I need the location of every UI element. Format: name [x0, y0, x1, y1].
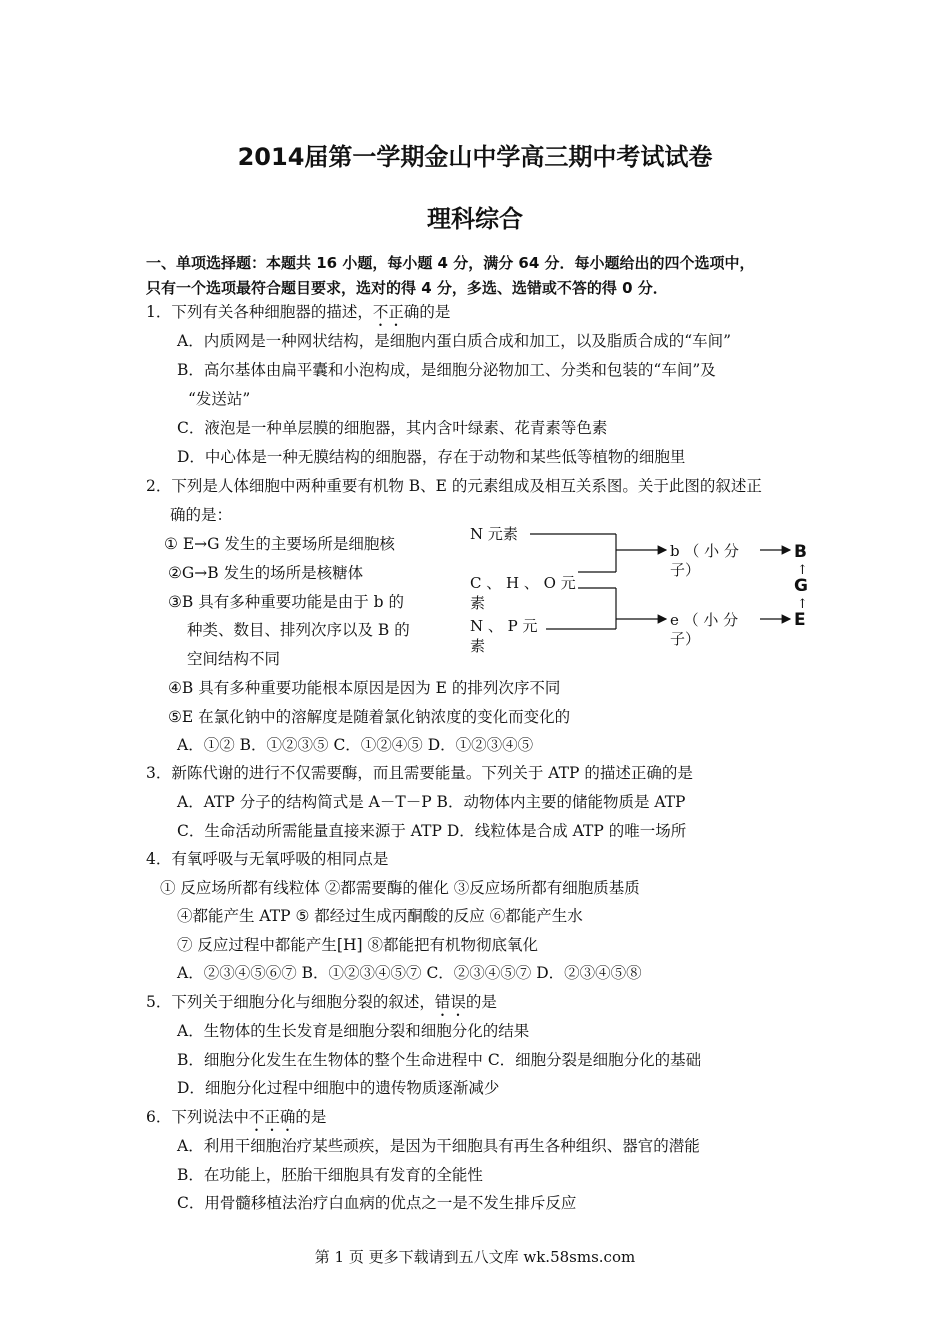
- label-b-small-molecule: b （ 小 分: [670, 542, 739, 560]
- q5-option-d: D．细胞分化过程中细胞中的遗传物质逐渐减少: [177, 1079, 500, 1097]
- q6-option-c: C．用骨髓移植法治疗白血病的优点之一是不发生排斥反应: [177, 1194, 577, 1212]
- label-cho-element-cont: 素: [470, 594, 486, 612]
- q2-diagram: [460, 516, 820, 666]
- q2-statement-2: ②G→B 发生的场所是核糖体: [168, 564, 364, 582]
- label-np-element: N 、 P 元: [470, 617, 538, 635]
- q5-stem: 5．下列关于细胞分化与细胞分裂的叙述，错误的是: [146, 993, 497, 1011]
- q5-options-bc: B．细胞分化发生在生物体的整个生命进程中 C．细胞分裂是细胞分化的基础: [177, 1051, 702, 1069]
- q5-option-a: A．生物体的生长发育是细胞分裂和细胞分化的结果: [177, 1022, 530, 1040]
- q1-option-b-cont: “发送站”: [188, 390, 251, 408]
- q1-stem: 1．下列有关各种细胞器的描述，不正确的是: [146, 303, 451, 321]
- emphasis-text: 不正: [372, 303, 404, 321]
- label-e-small-molecule: e （ 小 分: [670, 611, 739, 629]
- q2-statement-5: ⑤E 在氯化钠中的溶解度是随着氯化钠浓度的变化而变化的: [168, 708, 571, 726]
- q2-statement-1: ① E→G 发生的主要场所是细胞核: [164, 535, 395, 553]
- q4-options: A．②③④⑤⑥⑦ B．①②③④⑤⑦ C．②③④⑤⑦ D．②③④⑤⑧: [177, 964, 642, 982]
- q6-option-a: A．利用干细胞治疗某些顽疾，是因为干细胞具有再生各种组织、器官的潜能: [177, 1137, 700, 1155]
- q4-items-2: ④都能产生 ATP ⑤ 都经过生成丙酮酸的反应 ⑥都能产生水: [177, 907, 583, 925]
- label-np-element-cont: 素: [470, 637, 486, 655]
- label-b-small-molecule-cont: 子）: [670, 561, 701, 579]
- label-big-b: B: [794, 542, 807, 562]
- q2-stem: 2．下列是人体细胞中两种重要有机物 B、E 的元素组成及相互关系图。关于此图的叙述正: [146, 477, 762, 495]
- up-arrow-icon: ↑: [797, 597, 808, 612]
- q4-stem: 4．有氧呼吸与无氧呼吸的相同点是: [146, 850, 389, 868]
- label-big-g: G: [794, 576, 808, 596]
- q1-option-c: C．液泡是一种单层膜的细胞器，其内含叶绿素、花青素等色素: [177, 419, 608, 437]
- exam-title: 2014届第一学期金山中学高三期中考试试卷: [237, 143, 713, 171]
- emphasis-text: 不正确: [248, 1108, 296, 1126]
- q4-items-1: ① 反应场所都有线粒体 ②都需要酶的催化 ③反应场所都有细胞质基质: [160, 879, 640, 897]
- exam-subtitle: 理科综合: [427, 205, 523, 233]
- q1-option-d: D．中心体是一种无膜结构的细胞器，存在于动物和某些低等植物的细胞里: [177, 448, 686, 466]
- section-instruction-1: 一、单项选择题：本题共 16 小题，每小题 4 分，满分 64 分．每小题给出的四个选项中，: [146, 254, 755, 272]
- q2-statement-3c: 空间结构不同: [187, 650, 281, 668]
- q4-items-3: ⑦ 反应过程中都能产生[H] ⑧都能把有机物彻底氧化: [177, 936, 538, 954]
- q3-options-ab: A．ATP 分子的结构简式是 A－T－P B．动物体内主要的储能物质是 ATP: [177, 793, 686, 811]
- label-big-e: E: [794, 610, 806, 630]
- q3-stem: 3．新陈代谢的进行不仅需要酶，而且需要能量。下列关于 ATP 的描述正确的是: [146, 764, 693, 782]
- up-arrow-icon: ↑: [797, 563, 808, 578]
- q3-options-cd: C．生命活动所需能量直接来源于 ATP D．线粒体是合成 ATP 的唯一场所: [177, 822, 687, 840]
- q2-statement-4: ④B 具有多种重要功能根本原因是因为 E 的排列次序不同: [168, 679, 561, 697]
- q1-option-a: A．内质网是一种网状结构，是细胞内蛋白质合成和加工，以及脂质合成的“车间”: [177, 332, 732, 350]
- label-e-small-molecule-cont: 子）: [670, 630, 701, 648]
- q6-option-b: B．在功能上，胚胎干细胞具有发育的全能性: [177, 1166, 483, 1184]
- section-instruction-2: 只有一个选项最符合题目要求，选对的得 4 分，多选、选错或不答的得 0 分．: [146, 279, 668, 297]
- q2-statement-3a: ③B 具有多种重要功能是由于 b 的: [168, 593, 404, 611]
- label-cho-element: C 、 H 、 O 元: [470, 574, 576, 592]
- q2-statement-3b: 种类、数目、排列次序以及 B 的: [187, 621, 410, 639]
- q2-stem-cont: 确的是：: [170, 506, 233, 524]
- q2-options: A．①② B．①②③⑤ C．①②④⑤ D．①②③④⑤: [177, 736, 534, 754]
- page-footer: 第 1 页 更多下载请到五八文库 wk.58sms.com: [314, 1248, 636, 1266]
- q1-option-b: B．高尔基体由扁平囊和小泡构成，是细胞分泌物加工、分类和包装的“车间”及: [177, 361, 716, 379]
- emphasis-text: 错误: [434, 993, 466, 1011]
- label-n-element: N 元素: [470, 525, 518, 543]
- q6-stem: 6．下列说法中不正确的是: [146, 1108, 327, 1126]
